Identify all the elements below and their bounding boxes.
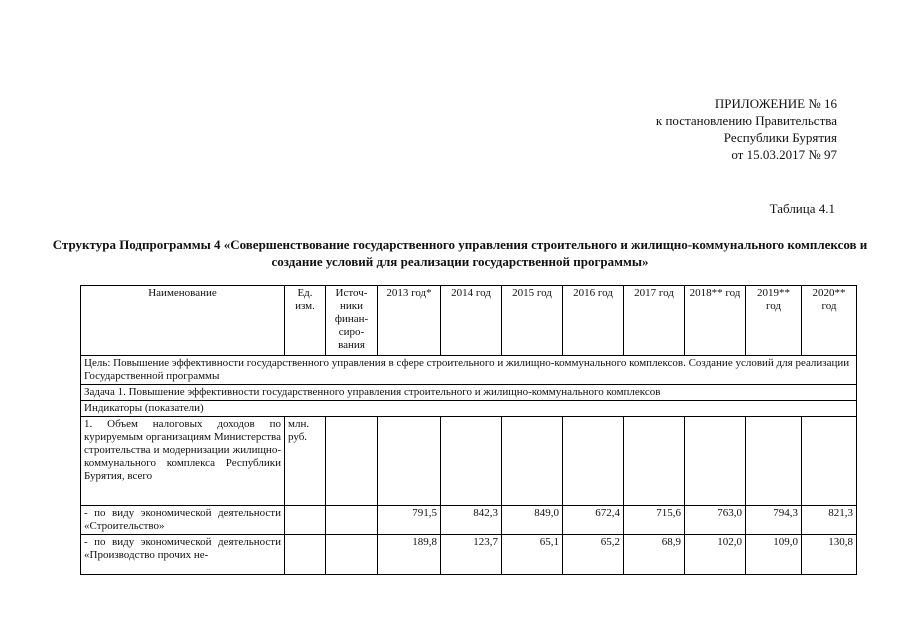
table-row [81,506,857,535]
appendix-republic: Республики Бурятия [723,130,837,145]
header-2016: 2016 год [563,286,624,356]
value-2016 [563,417,624,506]
value-2018 [685,417,746,506]
row-unit [285,535,326,575]
value-2019 [746,417,802,506]
value-2020: 130,8 [802,535,857,575]
table-number: Таблица 4.1 [769,201,835,216]
task-text: Задача 1. Повышение эффективности государственного управления строительного и жилищно-коммунального комплексов [81,385,857,401]
document-title: Структура Подпрограммы 4 «Совершенствование государственного управления строительного и жилищно-коммунального комплексов и создание условий для реализации государственной программы» [52,237,868,269]
appendix-date: от 15.03.2017 № 97 [731,147,837,162]
row-name: 1. Объем налоговых доходов по курируемым организациям Министерства строительства и модернизации жилищно-коммунального комплекса Республики Бурятия, всего [81,417,285,506]
header-2019: 2019** год [746,286,802,356]
row-unit [285,506,326,535]
value-2020 [802,417,857,506]
goal-row [81,356,857,385]
header-2017: 2017 год [624,286,685,356]
value-2014 [441,417,502,506]
value-2020: 821,3 [802,506,857,535]
header-2015: 2015 год [502,286,563,356]
table-row [81,535,857,575]
header-2014: 2014 год [441,286,502,356]
value-2018: 763,0 [685,506,746,535]
row-unit: млн. руб. [285,417,326,506]
appendix-header [656,95,837,163]
row-source [326,417,378,506]
value-2019: 109,0 [746,535,802,575]
value-2019: 794,3 [746,506,802,535]
header-2018: 2018** год [685,286,746,356]
row-name: - по виду экономической деятельности «Производство прочих не- [81,535,285,575]
value-2013: 791,5 [378,506,441,535]
value-2018: 102,0 [685,535,746,575]
indicators-text: Индикаторы (показатели) [81,401,857,417]
subprogram-table [80,285,857,575]
value-2016: 65,2 [563,535,624,575]
row-name: - по виду экономической деятельности «Строительство» [81,506,285,535]
value-2017 [624,417,685,506]
value-2017: 715,6 [624,506,685,535]
header-2020: 2020** год [802,286,857,356]
value-2014: 842,3 [441,506,502,535]
header-2013: 2013 год* [378,286,441,356]
value-2017: 68,9 [624,535,685,575]
value-2014: 123,7 [441,535,502,575]
goal-text: Цель: Повышение эффективности государственного управления в сфере строительного и жилищно-коммунального комплексов. Создание условий для реализации Государственной программы [81,356,857,385]
value-2015: 849,0 [502,506,563,535]
indicators-row [81,401,857,417]
row-source [326,506,378,535]
value-2015: 65,1 [502,535,563,575]
header-name: Наименование [81,286,285,356]
value-2013 [378,417,441,506]
row-source [326,535,378,575]
value-2013: 189,8 [378,535,441,575]
header-unit: Ед. изм. [285,286,326,356]
header-source: Источ-ники финан-сиро-вания [326,286,378,356]
value-2015 [502,417,563,506]
task-row [81,385,857,401]
header-row [81,286,857,356]
appendix-number: ПРИЛОЖЕНИЕ № 16 [714,96,837,111]
table-row [81,417,857,506]
appendix-resolution: к постановлению Правительства [655,113,837,128]
value-2016: 672,4 [563,506,624,535]
